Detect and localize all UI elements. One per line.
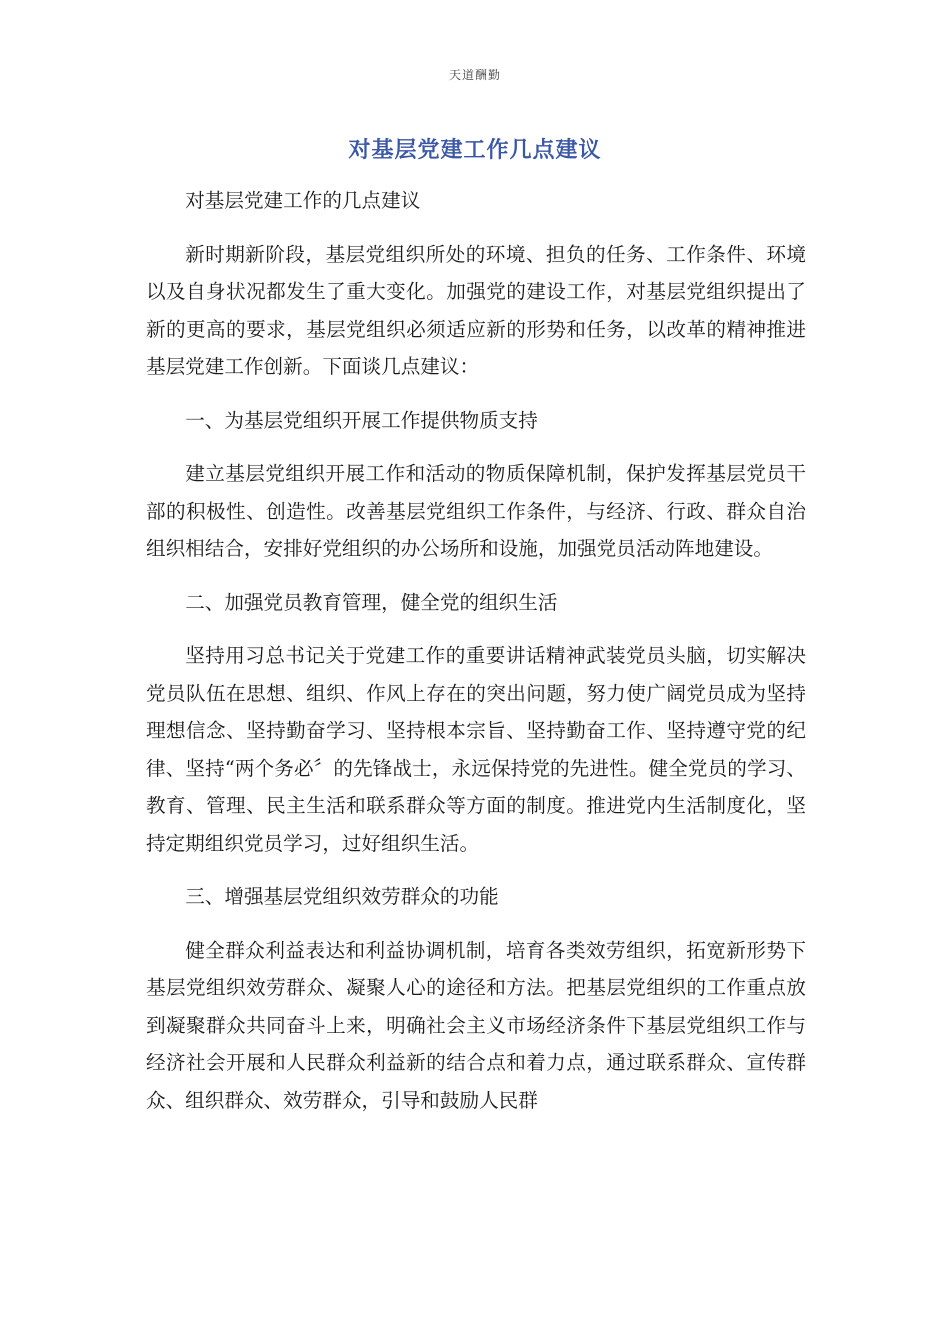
section-heading-2: 二、加强党员教育管理，健全党的组织生活	[185, 590, 558, 614]
document-title: 对基层党建工作几点建议	[348, 138, 602, 163]
subtitle-paragraph: 对基层党建工作的几点建议	[185, 189, 421, 212]
section-heading-1: 一、为基层党组织开展工作提供物质支持	[185, 408, 538, 432]
section-body-1: 建立基层党组织开展工作和活动的物质保障机制，保护发挥基层党员干部的积极性、创造性。改善基层党组织工作条件，与经济、行政、群众自治组织相结合，安排好党组织的办公场所和设施，加强党员活动阵地建设。	[146, 462, 806, 560]
section-body-2: 坚持用习总书记关于党建工作的重要讲话精神武装党员头脑，切实解决党员队伍在思想、组织、作风上存在的突出问题，努力使广阔党员成为坚持理想信念、坚持勤奋学习、坚持根本宗旨、坚持勤奋工作、坚持遵守党的纪律、坚持“两个务必〞的先锋战士，永远保持党的先进性。健全党员的学习、教育、管理、民主生活和联系群众等方面的制度。推进党内生活制度化，坚持定期组织党员学习，过好组织生活。	[146, 644, 806, 855]
section-body-3: 健全群众利益表达和利益协调机制，培育各类效劳组织，拓宽新形势下基层党组织效劳群众、凝聚人心的途径和方法。把基层党组织的工作重点放到凝聚群众共同奋斗上来，明确社会主义市场经济条件下基层党组织工作与经济社会开展和人民群众利益新的结合点和着力点，通过联系群众、宣传群众、组织群众、效劳群众，引导和鼓励人民群	[146, 938, 806, 1112]
intro-paragraph: 新时期新阶段，基层党组织所处的环境、担负的任务、工作条件、环境以及自身状况都发生了重大变化。加强党的建设工作，对基层党组织提出了新的更高的要求，基层党组织必须适应新的形势和任务，以改革的精神推进基层党建工作创新。下面谈几点建议：	[146, 242, 806, 378]
document-body	[146, 182, 806, 1135]
page-header: 天道酬勤	[448, 68, 501, 82]
section-heading-3: 三、增强基层党组织效劳群众的功能	[185, 885, 499, 908]
